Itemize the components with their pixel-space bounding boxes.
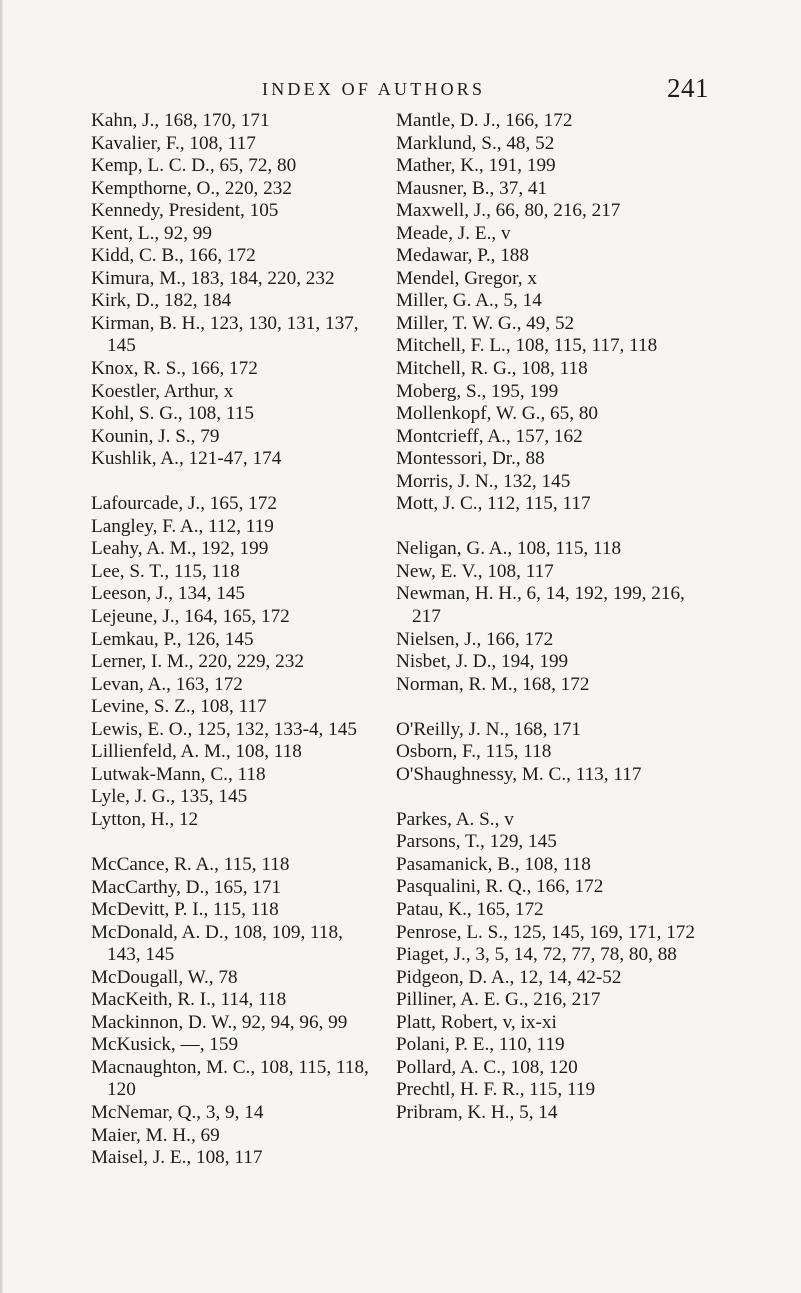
index-entry: Maxwell, J., 66, 80, 216, 217 bbox=[396, 200, 621, 222]
index-entry: Lillienfeld, A. M., 108, 118 bbox=[91, 741, 302, 763]
index-entry: Lyle, J. G., 135, 145 bbox=[91, 786, 248, 808]
index-entry: Kent, L., 92, 99 bbox=[91, 222, 212, 244]
index-entry: Osborn, F., 115, 118 bbox=[396, 741, 552, 763]
page-number: 241 bbox=[667, 73, 709, 103]
index-entry: Langley, F. A., 112, 119 bbox=[91, 515, 274, 537]
index-entry: Lee, S. T., 115, 118 bbox=[91, 560, 240, 582]
index-entry: Knox, R. S., 166, 172 bbox=[91, 358, 258, 380]
index-entry: Medawar, P., 188 bbox=[396, 245, 529, 267]
index-entry: Kemp, L. C. D., 65, 72, 80 bbox=[91, 155, 297, 177]
index-entry: Kounin, J. S., 79 bbox=[91, 425, 220, 447]
index-entry: Pilliner, A. E. G., 216, 217 bbox=[396, 989, 601, 1011]
section-gap bbox=[91, 831, 381, 854]
index-entry: Lemkau, P., 126, 145 bbox=[91, 628, 254, 650]
index-group-p bbox=[396, 809, 716, 1125]
index-entry: Nisbet, J. D., 194, 199 bbox=[396, 651, 569, 673]
index-entry: Mendel, Gregor, x bbox=[396, 267, 537, 289]
index-entry: Mitchell, R. G., 108, 118 bbox=[396, 358, 588, 380]
index-entry: Mantle, D. J., 166, 172 bbox=[396, 110, 573, 131]
index-entry: Pidgeon, D. A., 12, 14, 42-52 bbox=[396, 966, 622, 988]
index-entry: Patau, K., 165, 172 bbox=[396, 899, 544, 920]
page-edge bbox=[0, 0, 3, 1293]
index-entry: Levan, A., 163, 172 bbox=[91, 673, 243, 695]
index-entry: Lytton, H., 12 bbox=[91, 808, 199, 830]
index-entry: Montessori, Dr., 88 bbox=[396, 448, 545, 470]
index-entry: O'Shaughnessy, M. C., 113, 117 bbox=[396, 763, 642, 785]
index-column-left bbox=[91, 110, 381, 1170]
index-entry: McNemar, Q., 3, 9, 14 bbox=[91, 1101, 264, 1123]
index-entry: Miller, G. A., 5, 14 bbox=[396, 290, 542, 312]
index-entry: Kimura, M., 183, 184, 220, 232 bbox=[91, 267, 335, 289]
running-header bbox=[0, 73, 801, 106]
index-entry: Levine, S. Z., 108, 117 bbox=[91, 696, 267, 718]
index-entry: Leahy, A. M., 192, 199 bbox=[91, 538, 269, 560]
index-entry: McDonald, A. D., 108, 109, 118, 143, 145 bbox=[91, 921, 343, 966]
index-entry: McCance, R. A., 115, 118 bbox=[91, 853, 290, 875]
index-entry: Lewis, E. O., 125, 132, 133-4, 145 bbox=[91, 718, 357, 740]
section-gap bbox=[396, 786, 716, 809]
index-group-n bbox=[396, 538, 716, 696]
index-entry: Kavalier, F., 108, 117 bbox=[91, 132, 256, 154]
index-entry: Mitchell, F. L., 108, 115, 117, 118 bbox=[396, 335, 658, 357]
index-entry: Prechtl, H. F. R., 115, 119 bbox=[396, 1079, 596, 1101]
index-entry: Newman, H. H., 6, 14, 192, 199, 216, 217 bbox=[396, 583, 685, 627]
index-entry: Penrose, L. S., 125, 145, 169, 171, 172 bbox=[396, 921, 695, 943]
index-entry: Kempthorne, O., 220, 232 bbox=[91, 177, 292, 199]
index-entry: Lejeune, J., 164, 165, 172 bbox=[91, 605, 290, 627]
section-gap bbox=[91, 471, 381, 494]
index-entry: Mollenkopf, W. G., 65, 80 bbox=[396, 403, 599, 425]
index-entry: Norman, R. M., 168, 172 bbox=[396, 673, 590, 695]
index-entry: Nielsen, J., 166, 172 bbox=[396, 628, 554, 650]
index-entry: New, E. V., 108, 117 bbox=[396, 560, 554, 582]
index-entry: Pribram, K. H., 5, 14 bbox=[396, 1101, 558, 1123]
index-entry: Piaget, J., 3, 5, 14, 72, 77, 78, 80, 88 bbox=[396, 944, 677, 966]
index-group-m-continued bbox=[396, 110, 716, 516]
index-entry: McKusick, —, 159 bbox=[91, 1034, 239, 1056]
index-entry: Morris, J. N., 132, 145 bbox=[396, 470, 571, 492]
index-entry: Koestler, Arthur, x bbox=[91, 380, 234, 402]
index-entry: Maier, M. H., 69 bbox=[91, 1124, 220, 1146]
index-entry: Kohl, S. G., 108, 115 bbox=[91, 403, 254, 425]
index-entry: MacCarthy, D., 165, 171 bbox=[91, 876, 282, 898]
section-gap bbox=[396, 516, 716, 539]
index-entry: Kennedy, President, 105 bbox=[91, 200, 279, 222]
index-entry: Mott, J. C., 112, 115, 117 bbox=[396, 493, 591, 515]
index-entry: MacKeith, R. I., 114, 118 bbox=[91, 989, 287, 1011]
index-entry: Mausner, B., 37, 41 bbox=[396, 177, 548, 199]
index-entry: Marklund, S., 48, 52 bbox=[396, 132, 555, 154]
index-entry: Maisel, J. E., 108, 117 bbox=[91, 1147, 263, 1169]
index-entry: Lafourcade, J., 165, 172 bbox=[91, 493, 277, 515]
index-entry: Mackinnon, D. W., 92, 94, 96, 99 bbox=[91, 1011, 348, 1033]
index-entry: Lutwak-Mann, C., 118 bbox=[91, 763, 266, 785]
index-entry: Kidd, C. B., 166, 172 bbox=[91, 245, 256, 267]
index-entry: Kahn, J., 168, 170, 171 bbox=[91, 110, 270, 131]
index-entry: McDougall, W., 78 bbox=[91, 966, 238, 988]
index-entry: Montcrieff, A., 157, 162 bbox=[396, 425, 583, 447]
index-entry: Pasamanick, B., 108, 118 bbox=[396, 853, 591, 875]
index-entry: O'Reilly, J. N., 168, 171 bbox=[396, 718, 582, 740]
index-entry: Platt, Robert, v, ix-xi bbox=[396, 1011, 557, 1033]
index-column-right bbox=[396, 110, 716, 1124]
index-group-m bbox=[91, 854, 381, 1170]
index-group-o bbox=[396, 719, 716, 787]
index-entry: Miller, T. W. G., 49, 52 bbox=[396, 312, 575, 334]
index-entry: Kirk, D., 182, 184 bbox=[91, 290, 232, 312]
index-entry: Polani, P. E., 110, 119 bbox=[396, 1034, 565, 1056]
section-gap bbox=[396, 696, 716, 719]
index-entry: Parkes, A. S., v bbox=[396, 808, 514, 830]
running-title: INDEX OF AUTHORS bbox=[262, 79, 486, 99]
index-entry: Kirman, B. H., 123, 130, 131, 137, 145 bbox=[91, 312, 359, 357]
index-entry: Neligan, G. A., 108, 115, 118 bbox=[396, 538, 622, 560]
index-entry: Pollard, A. C., 108, 120 bbox=[396, 1056, 578, 1078]
index-entry: Mather, K., 191, 199 bbox=[396, 155, 556, 177]
index-group-l bbox=[91, 493, 381, 831]
index-entry: Meade, J. E., v bbox=[396, 222, 511, 244]
index-entry: Moberg, S., 195, 199 bbox=[396, 380, 559, 402]
index-entry: Pasqualini, R. Q., 166, 172 bbox=[396, 876, 604, 898]
index-entry: McDevitt, P. I., 115, 118 bbox=[91, 899, 279, 921]
index-group-k bbox=[91, 110, 381, 471]
index-entry: Parsons, T., 129, 145 bbox=[396, 831, 557, 853]
index-entry: Macnaughton, M. C., 108, 115, 118, 120 bbox=[91, 1056, 369, 1101]
index-entry: Leeson, J., 134, 145 bbox=[91, 583, 246, 605]
index-entry: Kushlik, A., 121-47, 174 bbox=[91, 448, 282, 470]
index-entry: Lerner, I. M., 220, 229, 232 bbox=[91, 651, 304, 673]
